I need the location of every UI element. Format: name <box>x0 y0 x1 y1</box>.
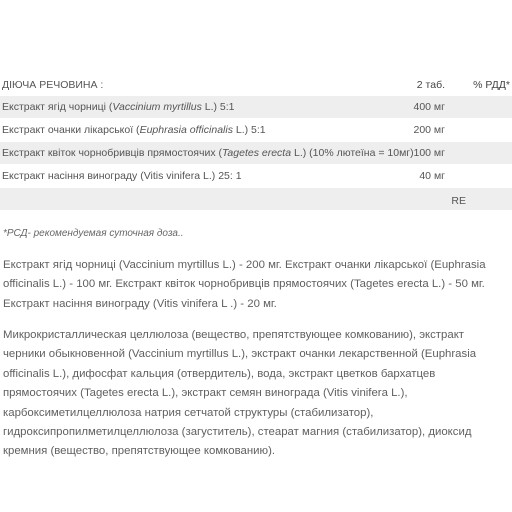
ingredient-name: Екстракт насіння винограду (Vitis vinifera L.) 25: 1 <box>2 170 242 182</box>
table-row <box>0 119 512 142</box>
ingredients-paragraph-ukrainian: Екстракт ягід чорниці (Vaccinium myrtillus L.) - 200 мг. Екстракт очанки лікарської (Euphrasia officinalis L.) - 100 мг. Екстракт квіток чорнобривців прямостоячих (Tagetes erecta L.) - 50 мг. Екстракт насіння винограду (Vitis vinifera L .) - 20 мг. <box>3 259 486 310</box>
ingredient-dose: 40 мг <box>419 170 445 182</box>
header-rda: % РДД* <box>473 79 510 91</box>
ingredients-table <box>0 75 512 211</box>
ingredient-name: Екстракт очанки лікарської (Euphrasia officinalis L.) 5:1 <box>2 124 266 136</box>
table-row <box>0 96 512 119</box>
header-active-substance: ДІЮЧА РЕЧОВИНА : <box>2 79 104 91</box>
ingredient-dose: 400 мг <box>413 101 445 113</box>
ingredient-name: Екстракт ягід чорниці (Vaccinium myrtillus L.) 5:1 <box>2 101 235 113</box>
table-row <box>0 165 512 188</box>
reference-label: RE <box>451 195 466 207</box>
ingredient-dose: 100 мг <box>413 147 445 159</box>
footnote: *РСД- рекомендуемая суточная доза.. <box>3 228 184 239</box>
header-dose: 2 таб. <box>416 79 445 91</box>
table-header-row <box>0 75 512 96</box>
ingredient-dose: 200 мг <box>413 124 445 136</box>
table-row <box>0 188 512 211</box>
ingredients-paragraph-russian: Микрокристаллическая целлюлоза (вещество, препятствующее комкованию), экстракт черники обыкновенной (Vaccinium myrtillus L.), экстракт очанки лекарственной (Euphrasia officinalis L.), дифосфат кальция (отвердитель), вода, экстракт цветков бархатцев прямостоячих (Tagetes erecta L.), экстракт семян винограда (Vitis vinifera L.), карбоксиметилцеллюлоза натрия сетчатой структуры (стабилизатор), гидроксипропилметилцеллюлоза (загуститель), стеарат магния (стабилизатор), диоксид кремния (вещество, препятствующее комкованию). <box>3 329 477 458</box>
table-row <box>0 142 512 165</box>
ingredient-name: Екстракт квіток чорнобривців прямостоячих (Tagetes erecta L.) (10% лютеїна = 10мг) <box>2 147 414 159</box>
